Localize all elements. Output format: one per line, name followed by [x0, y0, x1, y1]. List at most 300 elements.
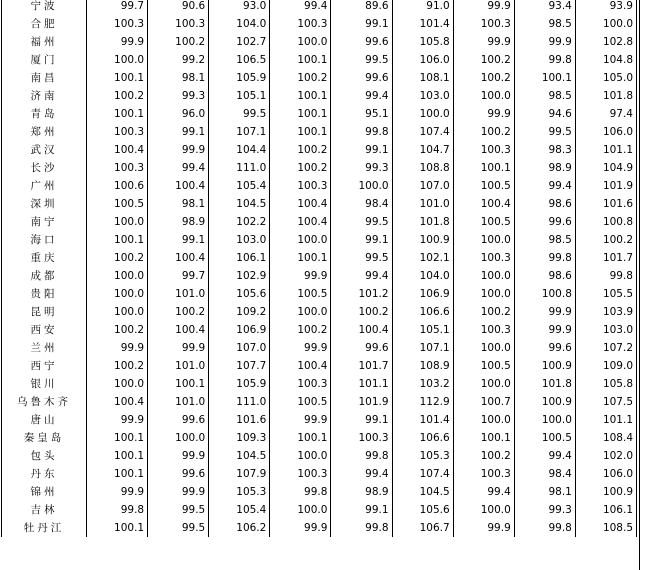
index-value-cell: 106.0 [575, 123, 636, 141]
index-value-cell: 100.0 [148, 429, 209, 447]
table-row [2, 0, 637, 15]
city-name-cell: 乌鲁木齐 [2, 393, 87, 411]
index-value-cell: 101.2 [331, 285, 392, 303]
index-value-cell: 99.9 [87, 483, 148, 501]
city-name-cell: 合肥 [2, 15, 87, 33]
index-value-cell: 100.0 [575, 15, 636, 33]
index-value-cell: 107.5 [575, 393, 636, 411]
index-value-cell: 106.1 [575, 501, 636, 519]
index-value-cell: 100.8 [514, 285, 575, 303]
index-value-cell: 99.8 [514, 519, 575, 537]
index-value-cell: 100.2 [87, 249, 148, 267]
index-value-cell: 100.6 [87, 177, 148, 195]
index-value-cell: 100.1 [87, 465, 148, 483]
index-value-cell: 99.9 [148, 447, 209, 465]
index-value-cell: 100.1 [270, 249, 331, 267]
city-name-cell: 秦皇岛 [2, 429, 87, 447]
city-name-cell: 吉林 [2, 501, 87, 519]
index-value-cell: 100.1 [148, 375, 209, 393]
index-value-cell: 108.8 [392, 159, 453, 177]
index-value-cell: 99.8 [514, 249, 575, 267]
index-value-cell: 100.1 [87, 69, 148, 87]
city-name-cell: 广州 [2, 177, 87, 195]
index-value-cell: 100.2 [148, 33, 209, 51]
index-value-cell: 100.3 [453, 141, 514, 159]
table-row [2, 15, 637, 33]
index-value-cell: 99.9 [87, 411, 148, 429]
index-value-cell: 100.5 [453, 357, 514, 375]
index-value-cell: 90.6 [148, 0, 209, 15]
index-value-cell: 102.2 [209, 213, 270, 231]
index-value-cell: 100.5 [270, 285, 331, 303]
index-value-cell: 99.6 [331, 69, 392, 87]
index-value-cell: 100.2 [87, 357, 148, 375]
city-name-cell: 郑州 [2, 123, 87, 141]
price-index-table [1, 0, 637, 537]
index-value-cell: 99.9 [453, 0, 514, 15]
index-value-cell: 100.1 [87, 105, 148, 123]
table-row [2, 105, 637, 123]
index-value-cell: 99.1 [331, 15, 392, 33]
index-value-cell: 93.0 [209, 0, 270, 15]
index-value-cell: 99.3 [148, 87, 209, 105]
index-value-cell: 98.9 [514, 159, 575, 177]
index-value-cell: 100.0 [453, 87, 514, 105]
city-name-cell: 重庆 [2, 249, 87, 267]
index-value-cell: 98.9 [331, 483, 392, 501]
table-row [2, 249, 637, 267]
index-value-cell: 100.3 [270, 177, 331, 195]
index-value-cell: 100.0 [270, 303, 331, 321]
index-value-cell: 101.0 [392, 195, 453, 213]
index-value-cell: 100.2 [453, 447, 514, 465]
index-value-cell: 99.9 [514, 321, 575, 339]
index-value-cell: 106.9 [392, 285, 453, 303]
index-value-cell: 104.0 [209, 15, 270, 33]
index-value-cell: 101.8 [514, 375, 575, 393]
index-value-cell: 100.0 [270, 231, 331, 249]
index-value-cell: 99.9 [270, 519, 331, 537]
index-value-cell: 100.5 [453, 213, 514, 231]
index-value-cell: 109.0 [575, 357, 636, 375]
table-row [2, 321, 637, 339]
index-value-cell: 100.2 [270, 69, 331, 87]
index-value-cell: 107.0 [209, 339, 270, 357]
index-value-cell: 105.1 [209, 87, 270, 105]
index-value-cell: 105.9 [209, 69, 270, 87]
city-name-cell: 宁波 [2, 0, 87, 15]
city-name-cell: 南宁 [2, 213, 87, 231]
index-value-cell: 105.5 [575, 285, 636, 303]
index-value-cell: 100.0 [270, 447, 331, 465]
index-value-cell: 100.9 [575, 483, 636, 501]
index-value-cell: 100.0 [331, 177, 392, 195]
table-row [2, 51, 637, 69]
index-value-cell: 99.8 [270, 483, 331, 501]
city-name-cell: 唐山 [2, 411, 87, 429]
index-value-cell: 100.4 [87, 141, 148, 159]
index-value-cell: 101.9 [331, 393, 392, 411]
index-value-cell: 106.7 [392, 519, 453, 537]
index-value-cell: 100.1 [270, 105, 331, 123]
index-value-cell: 101.0 [148, 393, 209, 411]
table-row [2, 213, 637, 231]
index-value-cell: 109.3 [209, 429, 270, 447]
table-row [2, 483, 637, 501]
index-value-cell: 99.9 [514, 303, 575, 321]
index-value-cell: 99.6 [514, 339, 575, 357]
index-value-cell: 100.3 [453, 465, 514, 483]
index-value-cell: 100.2 [270, 141, 331, 159]
index-value-cell: 100.1 [87, 519, 148, 537]
table-row [2, 195, 637, 213]
index-value-cell: 99.1 [331, 501, 392, 519]
table-row [2, 141, 637, 159]
index-value-cell: 100.3 [270, 375, 331, 393]
table-row [2, 519, 637, 537]
index-value-cell: 100.1 [87, 429, 148, 447]
index-value-cell: 101.4 [392, 411, 453, 429]
index-value-cell: 103.2 [392, 375, 453, 393]
table-row [2, 411, 637, 429]
index-value-cell: 109.2 [209, 303, 270, 321]
index-value-cell: 100.4 [331, 321, 392, 339]
table-row [2, 123, 637, 141]
index-value-cell: 100.1 [270, 51, 331, 69]
index-value-cell: 93.4 [514, 0, 575, 15]
index-value-cell: 101.6 [209, 411, 270, 429]
index-value-cell: 98.1 [148, 69, 209, 87]
index-value-cell: 100.3 [453, 15, 514, 33]
index-value-cell: 100.1 [453, 429, 514, 447]
index-value-cell: 111.0 [209, 393, 270, 411]
city-name-cell: 包头 [2, 447, 87, 465]
index-value-cell: 101.7 [331, 357, 392, 375]
index-value-cell: 99.5 [209, 105, 270, 123]
index-value-cell: 100.0 [87, 51, 148, 69]
index-value-cell: 89.6 [331, 0, 392, 15]
index-value-cell: 100.5 [87, 195, 148, 213]
index-value-cell: 99.9 [148, 339, 209, 357]
index-value-cell: 100.5 [453, 177, 514, 195]
index-value-cell: 100.2 [575, 231, 636, 249]
index-value-cell: 106.9 [209, 321, 270, 339]
table-row [2, 501, 637, 519]
index-value-cell: 100.2 [87, 87, 148, 105]
index-value-cell: 99.6 [331, 339, 392, 357]
index-value-cell: 104.5 [392, 483, 453, 501]
index-value-cell: 100.0 [514, 411, 575, 429]
index-value-cell: 104.7 [392, 141, 453, 159]
table-row [2, 303, 637, 321]
index-value-cell: 105.8 [575, 375, 636, 393]
city-name-cell: 锦州 [2, 483, 87, 501]
index-value-cell: 107.4 [392, 465, 453, 483]
index-value-cell: 100.2 [453, 69, 514, 87]
index-value-cell: 107.7 [209, 357, 270, 375]
index-value-cell: 112.9 [392, 393, 453, 411]
index-value-cell: 102.0 [575, 447, 636, 465]
index-value-cell: 100.3 [148, 15, 209, 33]
index-value-cell: 100.0 [87, 375, 148, 393]
city-name-cell: 贵阳 [2, 285, 87, 303]
index-value-cell: 100.0 [270, 33, 331, 51]
city-name-cell: 南昌 [2, 69, 87, 87]
index-value-cell: 104.8 [575, 51, 636, 69]
index-value-cell: 99.1 [331, 141, 392, 159]
index-value-cell: 100.7 [453, 393, 514, 411]
index-value-cell: 100.3 [453, 321, 514, 339]
index-value-cell: 100.1 [270, 87, 331, 105]
index-value-cell: 105.9 [209, 375, 270, 393]
index-value-cell: 107.1 [392, 339, 453, 357]
index-value-cell: 107.1 [209, 123, 270, 141]
table-row [2, 87, 637, 105]
index-value-cell: 99.6 [514, 213, 575, 231]
index-value-cell: 105.8 [392, 33, 453, 51]
index-value-cell: 99.8 [575, 267, 636, 285]
index-value-cell: 99.8 [331, 519, 392, 537]
index-value-cell: 107.4 [392, 123, 453, 141]
index-value-cell: 105.3 [209, 483, 270, 501]
index-value-cell: 99.5 [148, 501, 209, 519]
index-value-cell: 101.4 [392, 15, 453, 33]
index-value-cell: 99.9 [453, 105, 514, 123]
index-value-cell: 102.7 [209, 33, 270, 51]
index-value-cell: 106.6 [392, 429, 453, 447]
index-value-cell: 99.5 [331, 51, 392, 69]
city-name-cell: 海口 [2, 231, 87, 249]
index-value-cell: 98.5 [514, 87, 575, 105]
index-value-cell: 105.3 [392, 447, 453, 465]
index-value-cell: 106.5 [209, 51, 270, 69]
index-value-cell: 100.0 [453, 501, 514, 519]
table-row [2, 69, 637, 87]
index-value-cell: 99.4 [514, 447, 575, 465]
index-value-cell: 99.7 [87, 0, 148, 15]
index-value-cell: 100.0 [453, 411, 514, 429]
index-value-cell: 99.8 [331, 447, 392, 465]
index-value-cell: 99.4 [453, 483, 514, 501]
index-value-cell: 100.5 [270, 393, 331, 411]
index-value-cell: 100.2 [331, 303, 392, 321]
index-value-cell: 96.0 [148, 105, 209, 123]
city-name-cell: 厦门 [2, 51, 87, 69]
index-value-cell: 99.9 [270, 411, 331, 429]
table-body [2, 0, 637, 537]
index-value-cell: 100.0 [87, 267, 148, 285]
index-value-cell: 91.0 [392, 0, 453, 15]
index-value-cell: 99.4 [148, 159, 209, 177]
index-value-cell: 106.2 [209, 519, 270, 537]
index-value-cell: 98.4 [331, 195, 392, 213]
index-value-cell: 100.3 [331, 429, 392, 447]
index-value-cell: 107.2 [575, 339, 636, 357]
index-value-cell: 101.0 [148, 357, 209, 375]
city-name-cell: 牡丹江 [2, 519, 87, 537]
index-value-cell: 98.9 [148, 213, 209, 231]
index-value-cell: 98.5 [514, 15, 575, 33]
index-value-cell: 98.6 [514, 195, 575, 213]
index-value-cell: 100.3 [270, 15, 331, 33]
index-value-cell: 100.1 [270, 429, 331, 447]
index-value-cell: 99.9 [453, 33, 514, 51]
index-value-cell: 101.8 [392, 213, 453, 231]
city-name-cell: 银川 [2, 375, 87, 393]
index-value-cell: 99.5 [148, 519, 209, 537]
index-value-cell: 99.5 [331, 249, 392, 267]
index-value-cell: 100.4 [270, 195, 331, 213]
city-name-cell: 西宁 [2, 357, 87, 375]
index-value-cell: 99.8 [514, 51, 575, 69]
index-value-cell: 104.0 [392, 267, 453, 285]
city-name-cell: 丹东 [2, 465, 87, 483]
index-value-cell: 100.2 [453, 303, 514, 321]
index-value-cell: 100.0 [87, 285, 148, 303]
index-value-cell: 99.6 [148, 465, 209, 483]
index-value-cell: 99.1 [148, 123, 209, 141]
index-value-cell: 97.4 [575, 105, 636, 123]
index-value-cell: 100.1 [514, 69, 575, 87]
index-value-cell: 101.1 [575, 411, 636, 429]
index-value-cell: 100.0 [453, 339, 514, 357]
index-value-cell: 100.1 [453, 159, 514, 177]
city-name-cell: 福州 [2, 33, 87, 51]
table-row [2, 465, 637, 483]
index-value-cell: 99.6 [148, 411, 209, 429]
index-value-cell: 101.6 [575, 195, 636, 213]
index-value-cell: 106.0 [575, 465, 636, 483]
city-name-cell: 济南 [2, 87, 87, 105]
index-value-cell: 99.7 [148, 267, 209, 285]
index-value-cell: 100.0 [87, 213, 148, 231]
index-value-cell: 94.6 [514, 105, 575, 123]
index-value-cell: 99.1 [331, 411, 392, 429]
city-name-cell: 昆明 [2, 303, 87, 321]
index-value-cell: 104.9 [575, 159, 636, 177]
index-value-cell: 104.4 [209, 141, 270, 159]
table-row [2, 177, 637, 195]
table-row [2, 357, 637, 375]
index-value-cell: 100.0 [87, 303, 148, 321]
index-value-cell: 100.3 [87, 123, 148, 141]
index-value-cell: 99.8 [87, 501, 148, 519]
index-value-cell: 105.0 [575, 69, 636, 87]
index-value-cell: 98.1 [514, 483, 575, 501]
index-value-cell: 98.6 [514, 267, 575, 285]
index-value-cell: 101.8 [575, 87, 636, 105]
index-value-cell: 100.0 [453, 267, 514, 285]
index-value-cell: 105.4 [209, 177, 270, 195]
city-name-cell: 兰州 [2, 339, 87, 357]
index-value-cell: 99.9 [453, 519, 514, 537]
index-value-cell: 103.0 [575, 321, 636, 339]
index-value-cell: 100.3 [87, 159, 148, 177]
city-name-cell: 深圳 [2, 195, 87, 213]
index-value-cell: 100.0 [453, 231, 514, 249]
table-row [2, 429, 637, 447]
index-value-cell: 100.0 [453, 285, 514, 303]
index-value-cell: 100.4 [453, 195, 514, 213]
index-value-cell: 99.9 [148, 141, 209, 159]
city-name-cell: 西安 [2, 321, 87, 339]
index-value-cell: 100.3 [270, 465, 331, 483]
index-value-cell: 105.6 [392, 501, 453, 519]
index-value-cell: 106.0 [392, 51, 453, 69]
index-value-cell: 105.6 [209, 285, 270, 303]
index-value-cell: 100.8 [575, 213, 636, 231]
index-value-cell: 99.4 [331, 465, 392, 483]
index-value-cell: 100.0 [453, 375, 514, 393]
table-row [2, 267, 637, 285]
index-value-cell: 100.9 [392, 231, 453, 249]
index-value-cell: 101.7 [575, 249, 636, 267]
index-value-cell: 99.9 [87, 33, 148, 51]
city-name-cell: 长沙 [2, 159, 87, 177]
index-value-cell: 99.8 [331, 123, 392, 141]
index-value-cell: 100.3 [87, 15, 148, 33]
index-value-cell: 100.2 [270, 321, 331, 339]
index-value-cell: 107.0 [392, 177, 453, 195]
index-value-cell: 100.2 [148, 303, 209, 321]
index-value-cell: 99.5 [331, 213, 392, 231]
index-value-cell: 101.0 [148, 285, 209, 303]
index-value-cell: 99.9 [514, 33, 575, 51]
index-value-cell: 99.4 [331, 267, 392, 285]
index-value-cell: 99.4 [514, 177, 575, 195]
table-row [2, 447, 637, 465]
index-value-cell: 101.1 [575, 141, 636, 159]
index-value-cell: 99.5 [514, 123, 575, 141]
index-value-cell: 99.3 [514, 501, 575, 519]
index-value-cell: 100.2 [453, 51, 514, 69]
index-value-cell: 99.6 [331, 33, 392, 51]
table-row [2, 159, 637, 177]
index-value-cell: 103.9 [575, 303, 636, 321]
index-value-cell: 100.4 [148, 249, 209, 267]
index-value-cell: 106.6 [392, 303, 453, 321]
index-value-cell: 100.3 [453, 249, 514, 267]
table-row [2, 33, 637, 51]
index-value-cell: 111.0 [209, 159, 270, 177]
index-value-cell: 102.8 [575, 33, 636, 51]
index-value-cell: 102.9 [209, 267, 270, 285]
index-value-cell: 98.4 [514, 465, 575, 483]
index-value-cell: 105.1 [392, 321, 453, 339]
index-value-cell: 98.1 [148, 195, 209, 213]
index-value-cell: 100.5 [514, 429, 575, 447]
table-row [2, 285, 637, 303]
index-value-cell: 99.9 [87, 339, 148, 357]
index-value-cell: 100.9 [514, 393, 575, 411]
index-value-cell: 105.4 [209, 501, 270, 519]
index-value-cell: 100.4 [148, 321, 209, 339]
index-value-cell: 108.1 [392, 69, 453, 87]
index-value-cell: 100.1 [87, 231, 148, 249]
index-value-cell: 102.1 [392, 249, 453, 267]
index-value-cell: 100.4 [270, 213, 331, 231]
index-value-cell: 106.1 [209, 249, 270, 267]
index-value-cell: 99.9 [148, 483, 209, 501]
table-row [2, 375, 637, 393]
index-value-cell: 99.1 [148, 231, 209, 249]
index-value-cell: 99.4 [270, 0, 331, 15]
index-value-cell: 108.4 [575, 429, 636, 447]
city-name-cell: 成都 [2, 267, 87, 285]
index-value-cell: 100.0 [270, 501, 331, 519]
index-value-cell: 99.3 [331, 159, 392, 177]
index-value-cell: 108.5 [575, 519, 636, 537]
